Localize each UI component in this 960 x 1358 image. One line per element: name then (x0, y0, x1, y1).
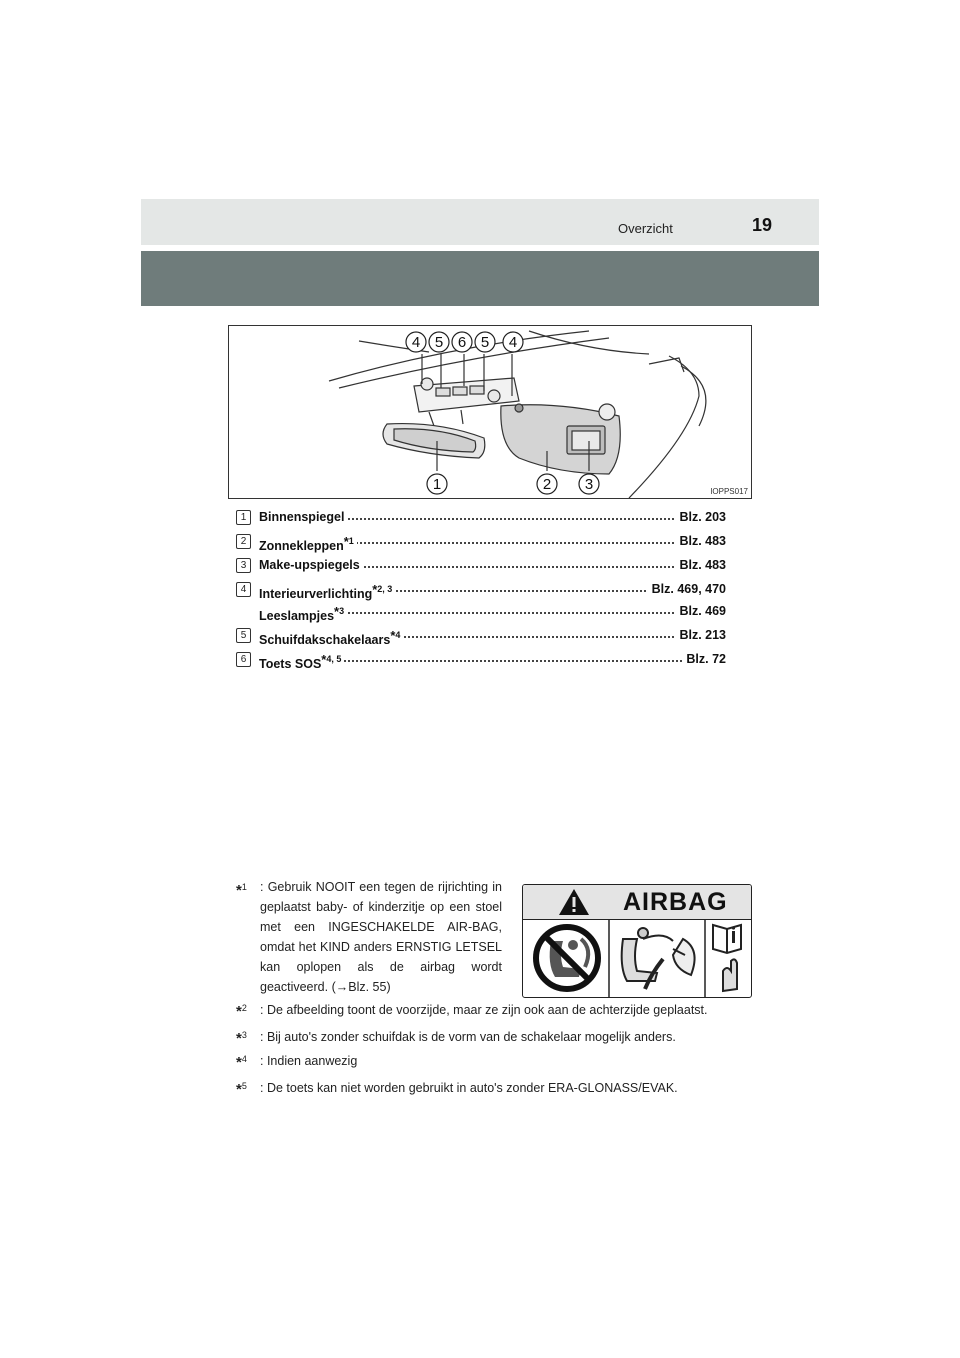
figure-code: IOPPS017 (710, 487, 748, 496)
footnote-text: : De toets kan niet worden gebruikt in auto's zonder ERA-GLONASS/EVAK. (260, 1081, 678, 1095)
page-reference-link[interactable]: Blz. 469, 470 (648, 582, 726, 596)
footnote-mark: *$^3$ (236, 1030, 247, 1048)
list-item (236, 626, 726, 648)
airbag-label-header (523, 885, 751, 920)
item-label: Toets SOS$^{*4, 5}$ (259, 652, 344, 671)
callout-5-left: 5 (434, 334, 444, 351)
footnote-mark: *$^1$ (236, 882, 247, 900)
item-number: 1 (236, 510, 251, 525)
callout-5-right: 5 (480, 334, 490, 351)
footnote-text: : Indien aanwezig (260, 1054, 358, 1068)
footnote-text: : Gebruik NOOIT een tegen de rijrichting in geplaatst baby- of kinderzitje op een stoel met een INGESCHAKELDE AIR-BAG, omdat het KIND anders ERNSTIG LETSEL kan oplopen als de airbag wordt geactiveerd. (→Blz. 55) (260, 880, 502, 994)
callout-1: 1 (432, 476, 442, 493)
interior-overhead-figure (228, 325, 752, 499)
callout-6: 6 (457, 334, 467, 351)
item-number: 2 (236, 534, 251, 549)
footnote-text: : De afbeelding toont de voorzijde, maar ze zijn ook aan de achterzijde geplaatst. (260, 1003, 708, 1017)
callout-2: 2 (542, 476, 552, 493)
item-number: 5 (236, 628, 251, 643)
item-number: 4 (236, 582, 251, 597)
no-child-seat-icon (536, 927, 598, 989)
read-manual-icon (713, 925, 741, 991)
item-label: Leeslampjes$^{*3}$ (259, 604, 347, 623)
footnote-2 (236, 1003, 708, 1021)
airbag-warning-label (522, 884, 752, 998)
interior-overhead-drawing (229, 326, 751, 498)
footnote-mark: *$^2$ (236, 1003, 247, 1021)
footnote-mark: *$^4$ (236, 1054, 247, 1072)
page-reference-link[interactable]: Blz. 203 (675, 510, 726, 524)
footnote-mark: *$^5$ (236, 1081, 247, 1099)
page-reference-link[interactable]: Blz. 483 (675, 558, 726, 572)
page-reference-link[interactable]: Blz. 469 (675, 604, 726, 618)
callout-4-left: 4 (411, 334, 421, 351)
list-item (236, 508, 726, 530)
header-band (141, 199, 819, 245)
list-item (236, 602, 726, 624)
list-item (236, 556, 726, 578)
item-label: Interieurverlichting$^{*2, 3}$ (259, 582, 395, 601)
footnote-5 (236, 1081, 678, 1099)
list-item (236, 580, 726, 602)
page-reference-link[interactable]: Blz. 483 (675, 534, 726, 548)
airbag-title: AIRBAG (623, 888, 728, 916)
airbag-pictograms (523, 919, 751, 997)
section-title: Overzicht (618, 221, 673, 236)
callout-4-right: 4 (508, 334, 518, 351)
section-banner (141, 251, 819, 306)
item-label: Binnenspiegel (259, 510, 347, 524)
list-item (236, 532, 726, 554)
list-item (236, 650, 726, 672)
footnote-4 (236, 1054, 358, 1072)
footnote-3 (236, 1030, 676, 1048)
footnote-text: : Bij auto's zonder schuifdak is de vorm van de schakelaar mogelijk anders. (260, 1030, 676, 1044)
footnote-1 (236, 877, 502, 997)
airbag-deploy-icon (622, 928, 695, 989)
warning-triangle-icon (557, 887, 591, 917)
item-label: Zonnekleppen$^{*1}$ (259, 534, 357, 553)
component-list (236, 508, 726, 674)
item-number: 3 (236, 558, 251, 573)
page-reference-link[interactable]: Blz. 72 (682, 652, 726, 666)
item-label: Make-upspiegels (259, 558, 363, 572)
page-number: 19 (752, 215, 773, 235)
item-number: 6 (236, 652, 251, 667)
page-reference-link[interactable]: Blz. 213 (675, 628, 726, 642)
callout-3: 3 (584, 476, 594, 493)
item-label: Schuifdakschakelaars$^{*4}$ (259, 628, 403, 647)
